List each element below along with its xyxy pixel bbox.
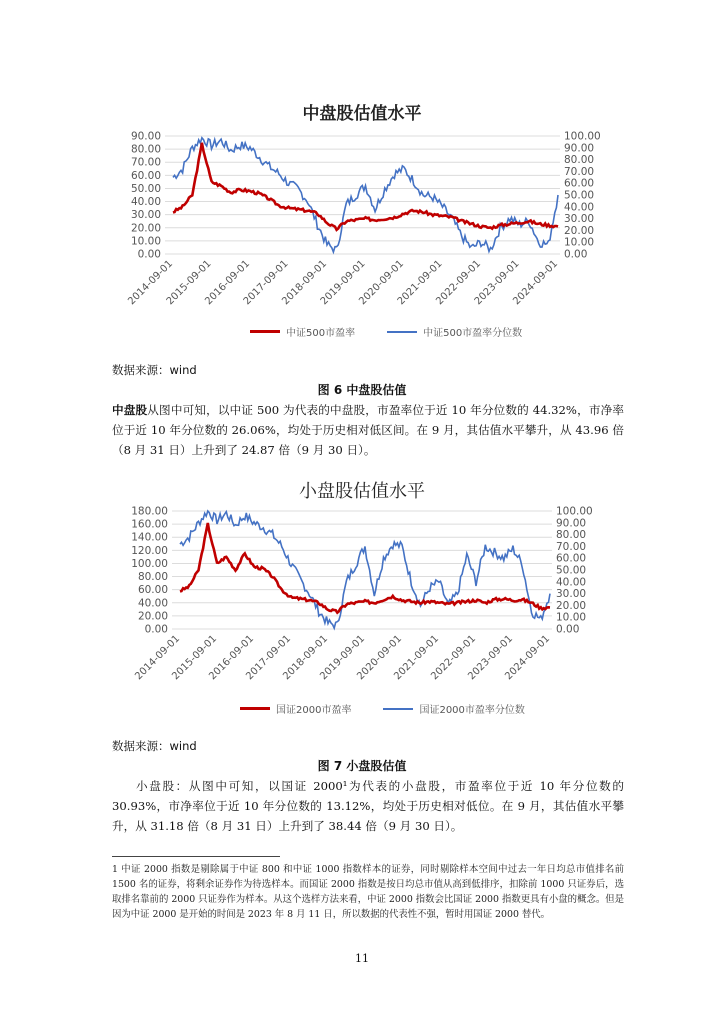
left-tick-label: 80.00 (137, 571, 168, 584)
chart2-left-axis (131, 506, 168, 636)
chart1-gridlines (165, 136, 560, 254)
right-tick-label: 100.00 (556, 505, 593, 518)
left-tick-label: 60.00 (137, 584, 168, 597)
x-tick-label: 2016-09-01 (207, 633, 257, 683)
left-tick-label: 40.00 (137, 597, 168, 610)
source-note-2: 数据来源：wind (112, 739, 197, 753)
figure-caption-7: 图 7 小盘股估值 (317, 759, 407, 773)
x-tick-label: 2021-09-01 (392, 633, 442, 683)
footnote-divider (112, 856, 280, 857)
chart2-x-axis (133, 633, 552, 682)
chart2-gridlines (172, 511, 552, 629)
paragraph-body: 从图中可知，以中证 500 为代表的中盘股，市盈率位于近 10 年分位数的 44.32%，市净率位于近 10 年分位数的 26.06%，均处于历史相对低区间。在 9 月，其估值水平攀升，从 43.96 倍（8 月 31 日）上升到了 24.87 倍（9 月 30 日）。 (112, 403, 624, 457)
x-tick-label: 2015-09-01 (170, 633, 220, 683)
right-tick-label: 60.00 (564, 177, 595, 190)
left-tick-label: 30.00 (130, 209, 161, 222)
chart1-right-axis (564, 131, 601, 261)
x-tick-label: 2019-09-01 (318, 633, 368, 683)
paragraph-mid-cap (112, 400, 624, 460)
x-tick-label: 2020-09-01 (355, 633, 405, 683)
right-tick-label: 0.00 (564, 248, 588, 261)
right-tick-label: 90.00 (556, 517, 587, 530)
left-tick-label: 20.00 (130, 222, 161, 235)
legend-swatch-pe (240, 707, 270, 710)
legend-label-pe: 中证500市盈率 (286, 328, 356, 339)
x-tick-label: 2016-09-01 (203, 258, 253, 308)
legend-swatch-pct (387, 331, 417, 333)
x-tick-label: 2019-09-01 (318, 258, 368, 308)
left-tick-label: 160.00 (131, 518, 168, 531)
x-tick-label: 2017-09-01 (241, 258, 291, 308)
page-number: 11 (355, 952, 369, 965)
x-tick-label: 2014-09-01 (133, 633, 183, 683)
chart1-title: 中盘股估值水平 (302, 104, 422, 124)
x-tick-label: 2024-09-01 (503, 633, 553, 683)
left-tick-label: 50.00 (130, 182, 161, 195)
left-tick-label: 120.00 (131, 544, 168, 557)
left-tick-label: 60.00 (130, 169, 161, 182)
paragraph-lead-term: 中盘股 (112, 403, 148, 417)
left-tick-label: 100.00 (131, 557, 168, 570)
legend-label-pct: 中证500市盈率分位数 (423, 328, 523, 339)
chart1-svg (110, 126, 610, 326)
legend-label-pct: 国证2000市盈率分位数 (419, 705, 525, 716)
x-tick-label: 2018-09-01 (281, 633, 331, 683)
x-tick-label: 2022-09-01 (429, 633, 479, 683)
x-tick-label: 2022-09-01 (434, 258, 484, 308)
x-tick-label: 2023-09-01 (466, 633, 516, 683)
right-tick-label: 10.00 (556, 611, 587, 624)
right-tick-label: 60.00 (556, 552, 587, 565)
x-tick-label: 2023-09-01 (472, 258, 522, 308)
chart2-legend (240, 701, 525, 716)
right-tick-label: 50.00 (556, 564, 587, 577)
legend-swatch-pct (383, 708, 413, 710)
right-tick-label: 0.00 (556, 623, 580, 636)
left-tick-label: 140.00 (131, 531, 168, 544)
source-note-1: 数据来源：wind (112, 363, 197, 377)
left-tick-label: 40.00 (130, 196, 161, 209)
x-tick-label: 2014-09-01 (126, 258, 176, 308)
right-tick-label: 80.00 (564, 154, 595, 167)
left-tick-label: 10.00 (130, 235, 161, 248)
right-tick-label: 70.00 (564, 165, 595, 178)
x-tick-label: 2018-09-01 (280, 258, 330, 308)
right-tick-label: 70.00 (556, 540, 587, 553)
footnote-1: 1 中证 2000 指数是剔除属于中证 800 和中证 1000 指数样本的证券，同时剔除样本空间中过去一年日均总市值排名前 1500 名的证券，将剩余证券作为待选样本。而国证 2000 指数是按日均总市值从高到低排序，扣除前 1000 只证券后，选取排名靠前的 2000 只证券作为样本。从这个选样方法来看，中证 2000 指数会比国证 2000 指数更具有小盘的概念。但是因为中证 2000 是开始的时间是 2023 年 8 月 11 日，所以数据的代表性不强，暂时用国证 2000 替代。 (112, 864, 624, 920)
right-tick-label: 90.00 (564, 142, 595, 155)
right-tick-label: 40.00 (556, 576, 587, 589)
left-tick-label: 180.00 (131, 505, 168, 518)
chart1-x-axis (126, 258, 560, 307)
chart2-svg (110, 503, 610, 698)
right-tick-label: 30.00 (556, 588, 587, 601)
left-tick-label: 0.00 (137, 248, 161, 261)
chart2-series-pe-line (180, 523, 550, 613)
legend-label-pe: 国证2000市盈率 (276, 705, 352, 716)
right-tick-label: 50.00 (564, 189, 595, 202)
chart1-series-pct-line (173, 138, 558, 252)
left-tick-label: 80.00 (130, 143, 161, 156)
figure-caption-6: 图 6 中盘股估值 (317, 383, 407, 397)
right-tick-label: 80.00 (556, 529, 587, 542)
x-tick-label: 2015-09-01 (164, 258, 214, 308)
right-tick-label: 100.00 (564, 130, 601, 143)
paragraph-small-cap: 小盘股：从图中可知，以国证 2000¹为代表的小盘股，市盈率位于近 10 年分位数的 30.93%，市净率位于近 10 年分位数的 13.12%，均处于历史相对低位。在 9 月，其估值水平攀升，从 31.18 倍（8 月 31 日）上升到了 38.44 倍（9 月 30 日）。 (112, 779, 624, 833)
left-tick-label: 90.00 (130, 130, 161, 143)
chart2-title: 小盘股估值水平 (299, 481, 425, 502)
left-tick-label: 70.00 (130, 156, 161, 169)
left-tick-label: 20.00 (137, 610, 168, 623)
right-tick-label: 40.00 (564, 201, 595, 214)
chart2-right-axis (556, 506, 593, 636)
right-tick-label: 30.00 (564, 213, 595, 226)
x-tick-label: 2020-09-01 (357, 258, 407, 308)
x-tick-label: 2021-09-01 (395, 258, 445, 308)
right-tick-label: 20.00 (564, 224, 595, 237)
x-tick-label: 2024-09-01 (511, 258, 561, 308)
right-tick-label: 20.00 (556, 599, 587, 612)
legend-swatch-pe (250, 330, 280, 333)
chart1-left-axis (131, 131, 161, 261)
left-tick-label: 0.00 (144, 623, 168, 636)
chart1-legend (250, 324, 522, 339)
right-tick-label: 10.00 (564, 236, 595, 249)
x-tick-label: 2017-09-01 (244, 633, 294, 683)
